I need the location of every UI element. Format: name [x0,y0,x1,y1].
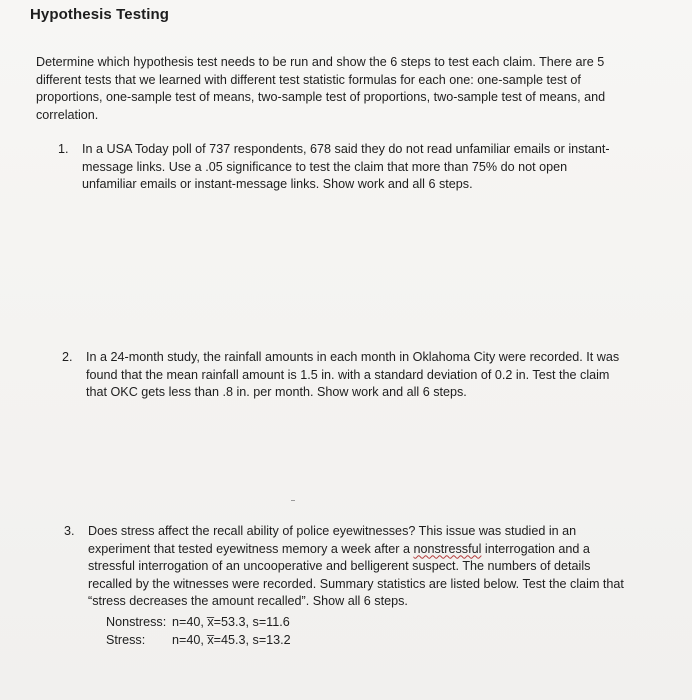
stats-label: Stress: [106,632,146,647]
question-text: In a USA Today poll of 737 respondents, 678 said they do not read unfamiliar emails or instant-message links. Use a .05 significance to test the claim that more than 75% do not open unfamiliar emails or instant-message links. Show work and all 6 steps. [82,142,610,192]
page-title: Hypothesis Testing [30,6,170,23]
summary-statistics [106,614,291,649]
question-1 [58,141,622,194]
question-text-part: interrogation and a stressful interrogation of an uncooperative and belligerent suspect. The numbers of details recalled by the witnesses were recorded. Summary statistics are listed below. Test the claim that “stress decreases the amount recalled”. Show all 6 steps. [88,541,624,609]
stats-value: n=40, x̅=45.3, s=13.2 [172,632,291,647]
stats-value: n=40, x̅=53.3, s=11.6 [172,615,290,629]
question-number: 1. [58,142,69,156]
question-text: In a 24-month study, the rainfall amounts in each month in Oklahoma City were recorded. It was found that the mean rainfall amount is 1.5 in. with a standard deviation of 0.2 in. Test the claim that OKC gets less than .8 in. per month. Show work and all 6 steps. [86,350,620,400]
stray-mark [291,500,295,501]
stats-label: Nonstress: [106,615,167,629]
question-text-part: Does stress affect the recall ability of police eyewitnesses? This issue was studied in an experiment that tested eyewitness memory a week after a [88,524,577,556]
question-number: 2. [62,350,73,364]
stats-row-stress [106,632,291,650]
question-2 [62,349,622,402]
question-text [88,523,624,611]
stats-row-nonstress [106,614,291,632]
question-number: 3. [64,524,75,538]
spellcheck-flagged-word: nonstressful [413,541,482,556]
question-3 [64,523,624,611]
instructions-paragraph: Determine which hypothesis test needs to be run and show the 6 steps to test each claim. There are 5 different tests that we learned with different test statistic formulas for each one: one-sample test of proportions, one-sample test of means, two-sample test of proportions, two-sample test of means, and correlation. [36,55,606,122]
